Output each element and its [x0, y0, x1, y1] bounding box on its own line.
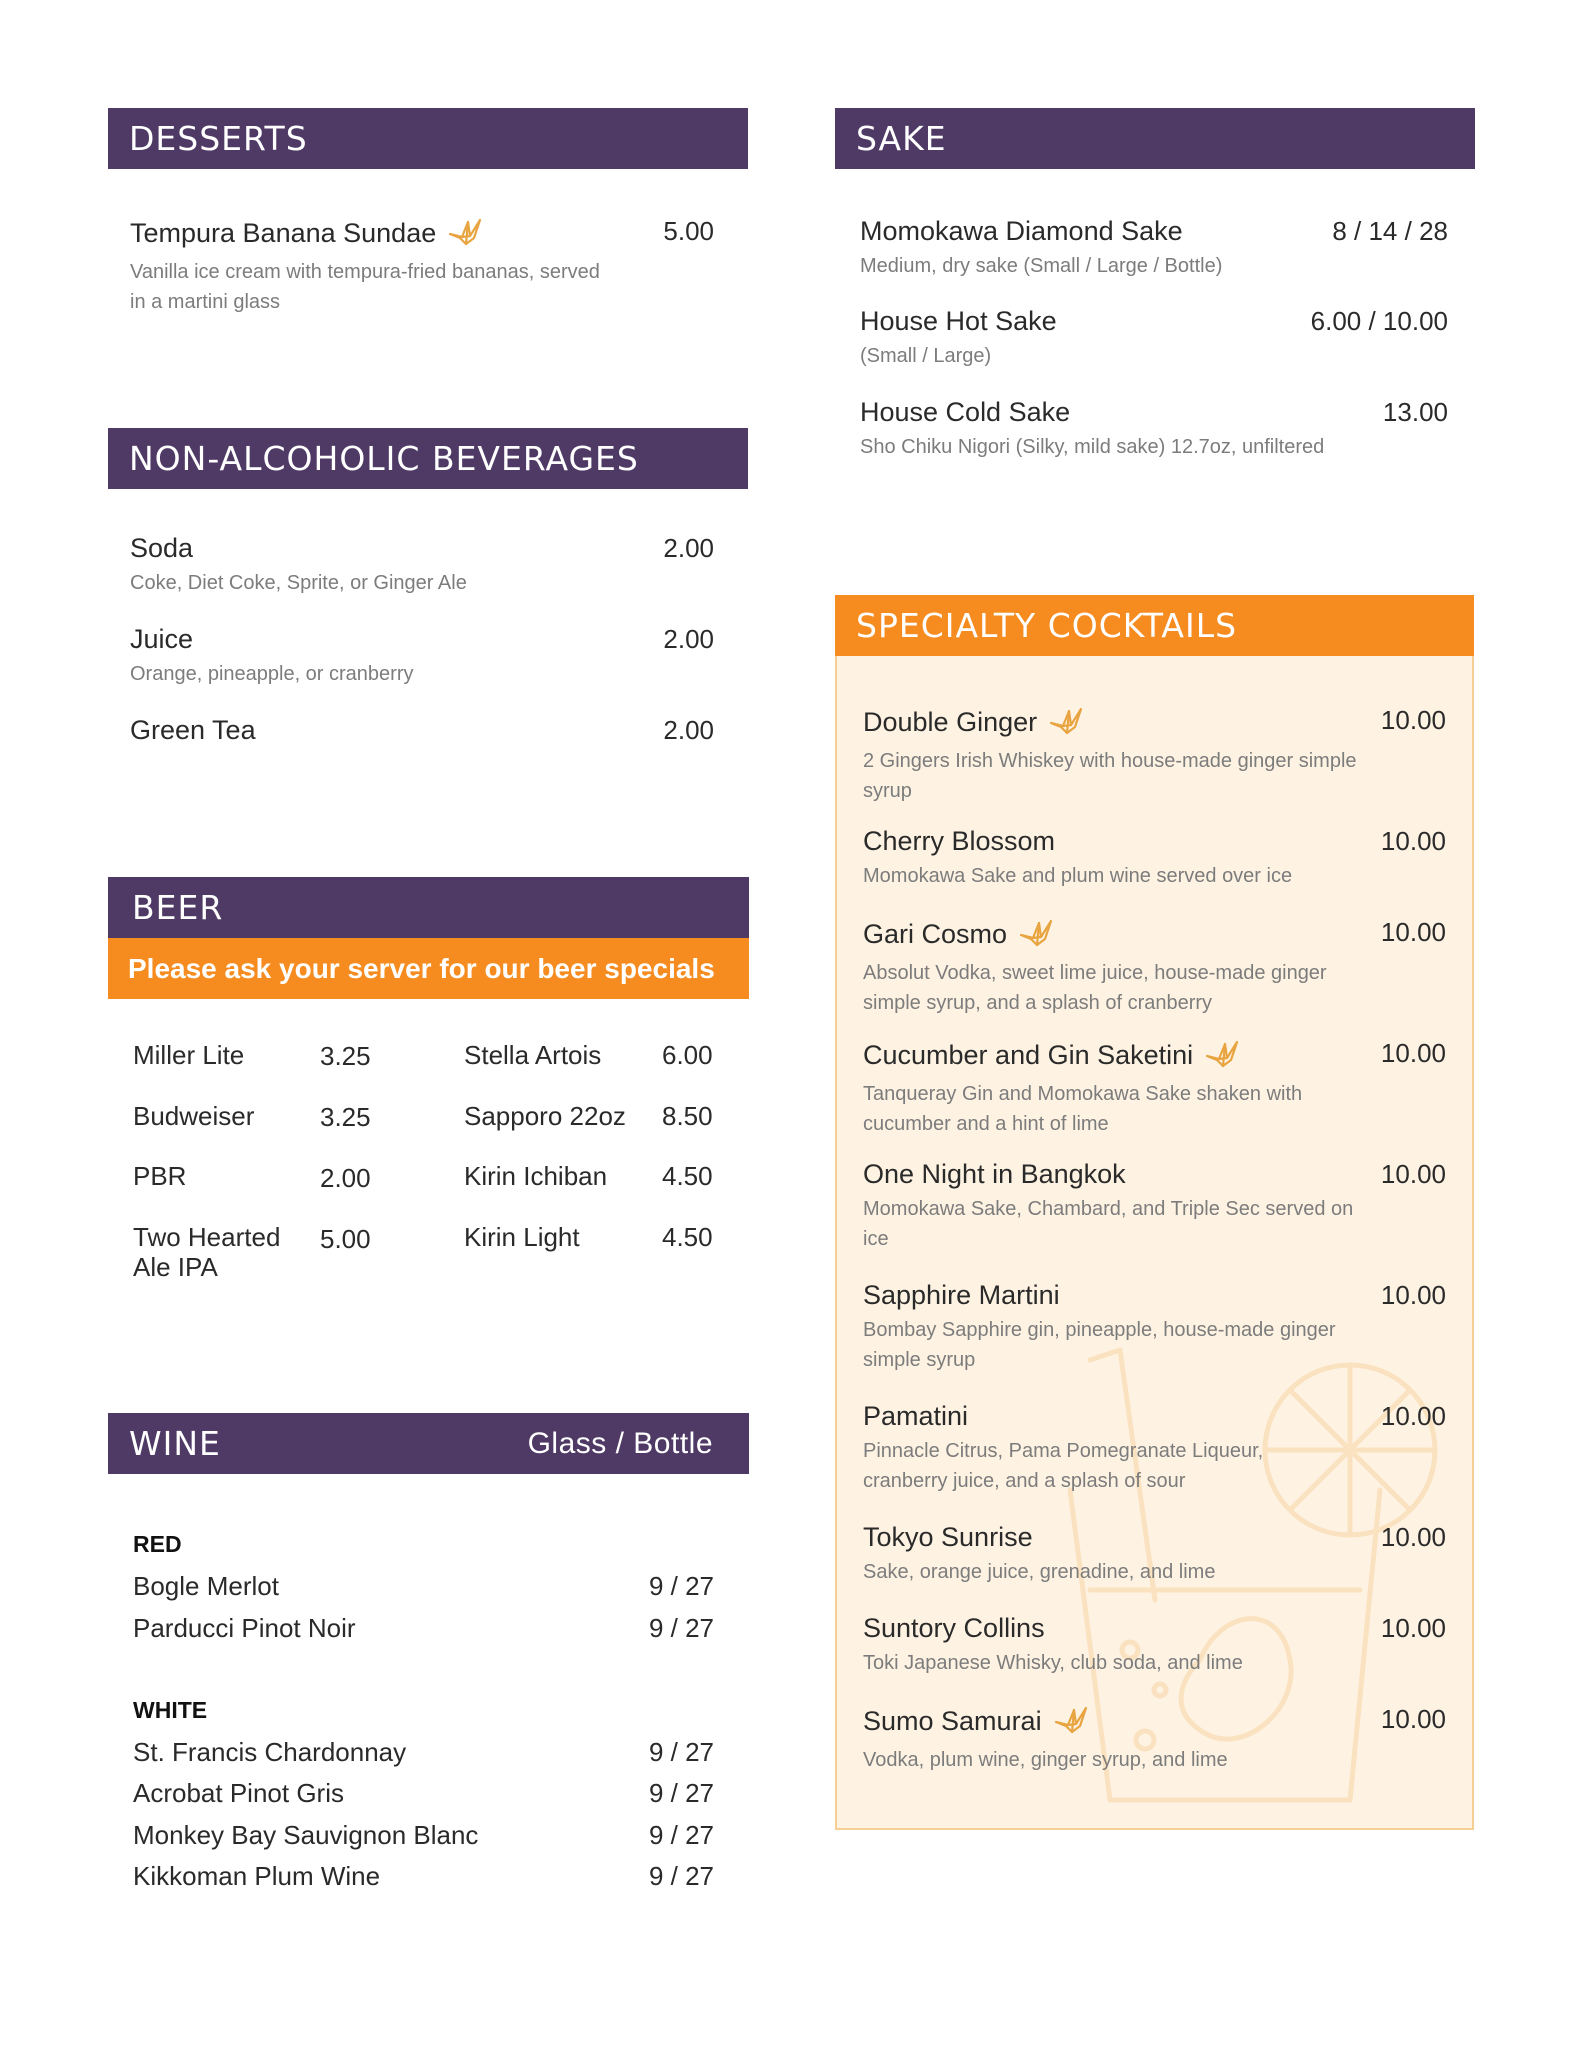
wine-price: 9 / 27 — [648, 1613, 714, 1643]
cocktails-title: SPECIALTY COCKTAILS — [856, 606, 1238, 645]
wine-name: Monkey Bay Sauvignon Blanc — [133, 1820, 479, 1850]
desserts-header — [108, 108, 748, 169]
item-price: 2.00 — [663, 624, 714, 654]
menu-item — [863, 705, 1363, 806]
menu-item — [130, 624, 590, 689]
crane-icon — [1054, 1704, 1088, 1741]
item-description: Vanilla ice cream with tempura-fried bananas, served in a martini glass — [130, 261, 600, 313]
item-name: Juice — [130, 624, 194, 654]
beer-name: Budweiser — [133, 1101, 255, 1131]
item-price: 10.00 — [1380, 826, 1446, 856]
item-name: Soda — [130, 533, 194, 563]
wine-name: Acrobat Pinot Gris — [133, 1778, 344, 1808]
menu-item — [863, 826, 1373, 891]
item-name: One Night in Bangkok — [863, 1159, 1126, 1189]
desserts-title: DESSERTS — [129, 119, 308, 158]
menu-item — [863, 1704, 1363, 1775]
menu-item — [863, 1159, 1363, 1254]
wine-name: Kikkoman Plum Wine — [133, 1861, 381, 1891]
beer-header — [108, 877, 749, 938]
crane-icon — [1049, 705, 1083, 742]
crane-icon — [448, 216, 482, 253]
beer-name: Miller Lite — [133, 1040, 245, 1070]
wine-size-label: Glass / Bottle — [527, 1427, 713, 1460]
beer-specials-banner — [108, 938, 749, 999]
beer-price: 4.50 — [662, 1222, 713, 1252]
item-name: Tempura Banana Sundae — [130, 218, 437, 248]
item-price: 6.00 / 10.00 — [1310, 306, 1448, 336]
item-price: 10.00 — [1380, 1522, 1446, 1552]
item-price: 13.00 — [1382, 397, 1448, 427]
item-description: Coke, Diet Coke, Sprite, or Ginger Ale — [130, 572, 467, 594]
beer-name: Two Hearted Ale IPA — [133, 1222, 281, 1282]
menu-item — [130, 715, 590, 746]
menu-item — [863, 1280, 1363, 1375]
item-name: Cherry Blossom — [863, 826, 1056, 856]
item-price: 2.00 — [663, 715, 714, 745]
item-name: House Cold Sake — [860, 397, 1071, 427]
item-description: Sho Chiku Nigori (Silky, mild sake) 12.7oz, unfiltered — [860, 436, 1325, 458]
item-description: Momokawa Sake and plum wine served over ice — [863, 865, 1293, 887]
item-description: 2 Gingers Irish Whiskey with house-made ginger simple syrup — [863, 750, 1357, 802]
item-name: Momokawa Diamond Sake — [860, 216, 1183, 246]
menu-item — [863, 1613, 1363, 1678]
item-price: 10.00 — [1380, 705, 1446, 735]
wine-name: Parducci Pinot Noir — [133, 1613, 356, 1643]
wine-name: St. Francis Chardonnay — [133, 1737, 407, 1767]
item-description: Orange, pineapple, or cranberry — [130, 663, 414, 685]
item-name: House Hot Sake — [860, 306, 1057, 336]
sake-header — [835, 108, 1475, 169]
wine-price: 9 / 27 — [648, 1861, 714, 1891]
item-description: Momokawa Sake, Chambard, and Triple Sec served on ice — [863, 1198, 1354, 1250]
item-name: Suntory Collins — [863, 1613, 1045, 1643]
beer-title: BEER — [132, 888, 224, 927]
beer-price: 2.00 — [320, 1163, 371, 1193]
beer-name: Kirin Light — [464, 1222, 580, 1252]
beer-price: 6.00 — [662, 1040, 713, 1070]
beer-name: Kirin Ichiban — [464, 1161, 608, 1191]
beer-price: 3.25 — [320, 1041, 371, 1071]
item-price: 10.00 — [1380, 1159, 1446, 1189]
beer-name: Stella Artois — [464, 1040, 602, 1070]
beer-name: PBR — [133, 1161, 187, 1191]
item-price: 10.00 — [1380, 1704, 1446, 1734]
beer-name: Sapporo 22oz — [464, 1101, 626, 1131]
non-alcoholic-header — [108, 428, 748, 489]
menu-item — [130, 533, 590, 598]
menu-item — [863, 1522, 1363, 1587]
beer-specials-note: Please ask your server for our beer specials — [128, 952, 715, 984]
item-description: Toki Japanese Whisky, club soda, and lime — [863, 1652, 1243, 1674]
crane-icon — [1205, 1038, 1239, 1075]
wine-name: Bogle Merlot — [133, 1571, 279, 1601]
item-name: Green Tea — [130, 715, 256, 745]
wine-header — [108, 1413, 749, 1474]
item-name: Cucumber and Gin Saketini — [863, 1040, 1194, 1070]
menu-item — [863, 917, 1363, 1018]
item-price: 10.00 — [1380, 1280, 1446, 1310]
item-description: Pinnacle Citrus, Pama Pomegranate Liqueur, cranberry juice, and a splash of sour — [863, 1440, 1264, 1492]
wine-price: 9 / 27 — [648, 1778, 714, 1808]
beer-price: 8.50 — [662, 1101, 713, 1131]
crane-icon — [1019, 917, 1053, 954]
cocktails-header — [835, 595, 1474, 656]
item-description: Vodka, plum wine, ginger syrup, and lime — [863, 1749, 1228, 1771]
item-name: Gari Cosmo — [863, 919, 1008, 949]
item-name: Pamatini — [863, 1401, 969, 1431]
menu-item — [863, 1401, 1353, 1496]
beer-price: 3.25 — [320, 1102, 371, 1132]
item-price: 8 / 14 / 28 — [1332, 216, 1448, 246]
item-name: Tokyo Sunrise — [863, 1522, 1033, 1552]
item-price: 10.00 — [1380, 1613, 1446, 1643]
item-price: 5.00 — [663, 216, 714, 246]
wine-red-label: RED — [133, 1531, 182, 1557]
item-description: Sake, orange juice, grenadine, and lime — [863, 1561, 1216, 1583]
item-name: Double Ginger — [863, 707, 1038, 737]
wine-price: 9 / 27 — [648, 1820, 714, 1850]
wine-title: WINE — [129, 1424, 221, 1463]
sake-title: SAKE — [856, 119, 947, 158]
item-description: Absolut Vodka, sweet lime juice, house-made ginger simple syrup, and a splash of cranberry — [863, 962, 1327, 1014]
beer-price: 5.00 — [320, 1224, 371, 1254]
item-description: (Small / Large) — [860, 345, 992, 367]
item-name: Sumo Samurai — [863, 1706, 1042, 1736]
item-name: Sapphire Martini — [863, 1280, 1060, 1310]
menu-item — [130, 216, 610, 317]
item-price: 2.00 — [663, 533, 714, 563]
menu-item — [863, 1038, 1383, 1139]
wine-white-label: WHITE — [133, 1697, 208, 1723]
item-price: 10.00 — [1380, 1401, 1446, 1431]
beer-price: 4.50 — [662, 1161, 713, 1191]
wine-price: 9 / 27 — [648, 1737, 714, 1767]
item-price: 10.00 — [1380, 917, 1446, 947]
item-description: Medium, dry sake (Small / Large / Bottle) — [860, 255, 1223, 277]
wine-price: 9 / 27 — [648, 1571, 714, 1601]
item-description: Bombay Sapphire gin, pineapple, house-made ginger simple syrup — [863, 1319, 1336, 1371]
non-alcoholic-title: NON-ALCOHOLIC BEVERAGES — [129, 439, 639, 478]
item-price: 10.00 — [1380, 1038, 1446, 1068]
item-description: Tanqueray Gin and Momokawa Sake shaken with cucumber and a hint of lime — [863, 1083, 1303, 1135]
